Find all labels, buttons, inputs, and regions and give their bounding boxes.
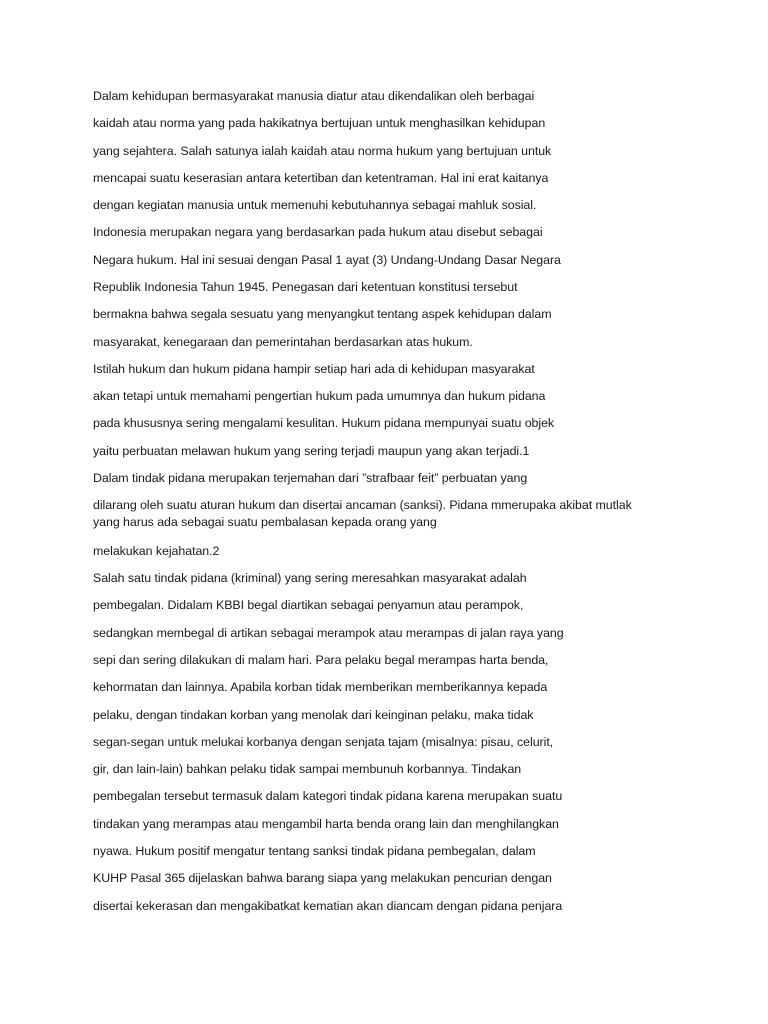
text-line: gir, dan lain-lain) bahkan pelaku tidak sampai membunuh korbannya. Tindakan <box>93 762 522 776</box>
text-line: kehormatan dan lainnya. Apabila korban tidak memberikan memberikannya kepada <box>93 680 548 694</box>
text-line: Indonesia merupakan negara yang berdasarkan pada hukum atau disebut sebagai <box>93 225 543 239</box>
text-line: akan tetapi untuk memahami pengertian hukum pada umumnya dan hukum pidana <box>93 389 546 403</box>
text-line: nyawa. Hukum positif mengatur tentang sanksi tindak pidana pembegalan, dalam <box>93 844 536 858</box>
text-line: bermakna bahwa segala sesuatu yang menyangkut tentang aspek kehidupan dalam <box>93 307 552 321</box>
text-line: sedangkan membegal di artikan sebagai merampok atau merampas di jalan raya yang <box>93 626 564 640</box>
text-line: yaitu perbuatan melawan hukum yang sering terjadi maupun yang akan terjadi.1 <box>93 444 530 458</box>
text-line: Republik Indonesia Tahun 1945. Penegasan dari ketentuan konstitusi tersebut <box>93 280 518 294</box>
text-line: sepi dan sering dilakukan di malam hari. Para pelaku begal merampas harta benda, <box>93 653 549 667</box>
text-line: Salah satu tindak pidana (kriminal) yang sering meresahkan masyarakat adalah <box>93 571 527 585</box>
text-line: pelaku, dengan tindakan korban yang menolak dari keinginan pelaku, maka tidak <box>93 708 534 722</box>
text-line: segan-segan untuk melukai korbanya dengan senjata tajam (misalnya: pisau, celurit, <box>93 735 554 749</box>
text-line: Dalam kehidupan bermasyarakat manusia diatur atau dikendalikan oleh berbagai <box>93 89 535 103</box>
text-line: disertai kekerasan dan mengakibatkat kematian akan diancam dengan pidana penjara <box>93 899 563 913</box>
text-line: Negara hukum. Hal ini sesuai dengan Pasal 1 ayat (3) Undang-Undang Dasar Negara <box>93 253 561 267</box>
text-line: Dalam tindak pidana merupakan terjemahan dari ”strafbaar feit” perbuatan yang <box>93 471 528 485</box>
text-line: tindakan yang merampas atau mengambil harta benda orang lain dan menghilangkan <box>93 817 559 831</box>
text-line: melakukan kejahatan.2 <box>93 544 220 558</box>
text-line: mencapai suatu keserasian antara ketertiban dan ketentraman. Hal ini erat kaitanya <box>93 171 549 185</box>
text-line: yang harus ada sebagai suatu pembalasan kepada orang yang <box>93 515 437 529</box>
text-line: pembegalan. Didalam KBBI begal diartikan sebagai penyamun atau perampok, <box>93 598 524 612</box>
text-line: dengan kegiatan manusia untuk memenuhi kebutuhannya sebagai mahluk sosial. <box>93 198 537 212</box>
text-line: Istilah hukum dan hukum pidana hampir setiap hari ada di kehidupan masyarakat <box>93 362 535 376</box>
text-line: pembegalan tersebut termasuk dalam kategori tindak pidana karena merupakan suatu <box>93 789 563 803</box>
text-line: pada khususnya sering mengalami kesulitan. Hukum pidana mempunyai suatu objek <box>93 416 555 430</box>
text-line: yang sejahtera. Salah satunya ialah kaidah atau norma hukum yang bertujuan untuk <box>93 144 552 158</box>
text-line: kaidah atau norma yang pada hakikatnya bertujuan untuk menghasilkan kehidupan <box>93 116 546 130</box>
text-line: dilarang oleh suatu aturan hukum dan disertai ancaman (sanksi). Pidana mmerupaka akibat mutlak <box>93 498 632 512</box>
text-line: KUHP Pasal 365 dijelaskan bahwa barang siapa yang melakukan pencurian dengan <box>93 871 552 885</box>
text-line: masyarakat, kenegaraan dan pemerintahan berdasarkan atas hukum. <box>93 335 473 349</box>
